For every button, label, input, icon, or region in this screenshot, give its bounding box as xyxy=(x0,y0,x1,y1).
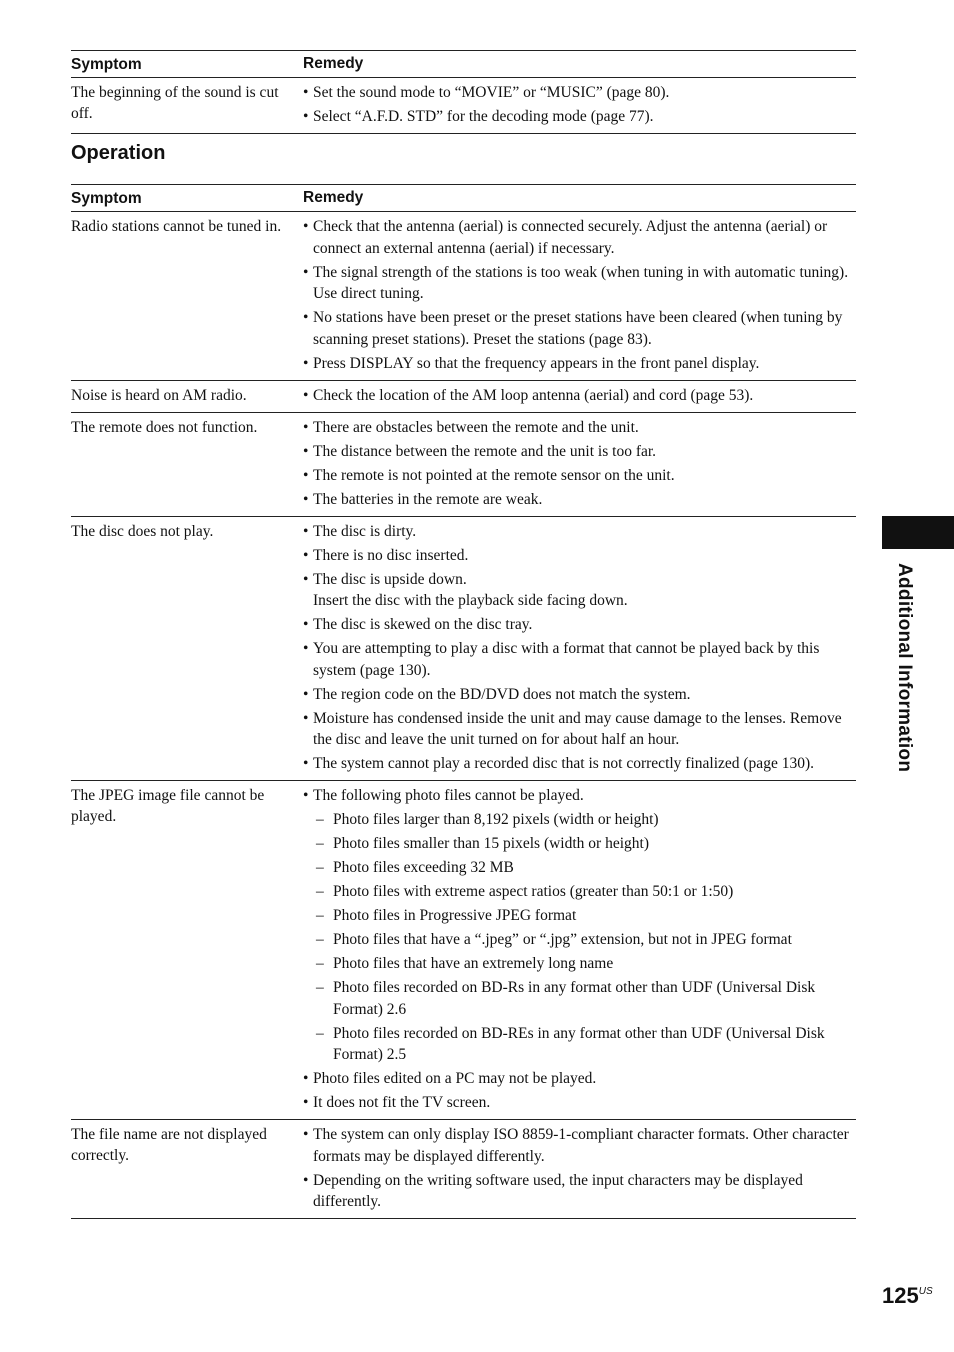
remedy-item: • There are obstacles between the remote and the unit. xyxy=(303,417,856,439)
remedy-item: • It does not fit the TV screen. xyxy=(303,1092,856,1114)
table-row xyxy=(71,1120,856,1219)
table-row xyxy=(71,381,856,413)
remedy-item: • Check that the antenna (aerial) is connected securely. Adjust the antenna (aerial) or connect an external antenna (aerial) if necessary. xyxy=(303,216,856,259)
symptom-cell: The file name are not displayed correctly. xyxy=(71,1126,267,1164)
remedy-item: • The disc is skewed on the disc tray. xyxy=(303,614,856,636)
table-row xyxy=(71,781,856,1120)
symptom-cell: Noise is heard on AM radio. xyxy=(71,386,247,404)
remedy-item: • Select “A.F.D. STD” for the decoding mode (page 77). xyxy=(303,106,856,128)
remedy-item: • Moisture has condensed inside the unit and may cause damage to the lenses. Remove the disc and leave the unit turned on for about half an hour. xyxy=(303,708,856,751)
remedy-cell xyxy=(303,1124,856,1215)
page-number xyxy=(882,1283,933,1309)
remedy-cell xyxy=(303,216,856,377)
remedy-cell xyxy=(303,521,856,778)
remedy-subitem: – Photo files that have a “.jpeg” or “.jpg” extension, but not in JPEG format xyxy=(303,929,856,951)
remedy-subitem: – Photo files in Progressive JPEG format xyxy=(303,905,856,927)
symptom-cell: The disc does not play. xyxy=(71,522,214,540)
remedy-item: • The system can only display ISO 8859-1-compliant character formats. Other character formats may be displayed differently. xyxy=(303,1124,856,1167)
page-number-value: 125 xyxy=(882,1283,919,1308)
remedy-subitem: – Photo files recorded on BD-REs in any format other than UDF (Universal Disk Format) 2.5 xyxy=(303,1023,856,1066)
page-region-suffix: US xyxy=(918,1286,933,1297)
remedy-cell xyxy=(303,417,856,513)
remedy-item: • Depending on the writing software used, the input characters may be displayed differently. xyxy=(303,1170,856,1213)
section-tab-marker xyxy=(882,516,954,549)
remedy-item: • The region code on the BD/DVD does not match the system. xyxy=(303,684,856,706)
symptom-cell: The JPEG image file cannot be played. xyxy=(71,787,265,825)
remedy-subitem: – Photo files that have an extremely long name xyxy=(303,953,856,975)
symptom-cell: The beginning of the sound is cut off. xyxy=(71,84,279,122)
remedy-item: • The signal strength of the stations is too weak (when tuning in with automatic tuning). Use direct tuning. xyxy=(303,262,856,305)
symptom-header: Symptom xyxy=(71,55,142,73)
remedy-header: Remedy xyxy=(303,55,364,73)
table-row xyxy=(71,78,856,134)
remedy-item: • You are attempting to play a disc with a format that cannot be played back by this system (page 130). xyxy=(303,638,856,681)
remedy-cell xyxy=(303,82,856,130)
remedy-item: • No stations have been preset or the preset stations have been cleared (when tuning by scanning preset stations). Preset the stations (page 83). xyxy=(303,307,856,350)
remedy-subitem: – Photo files larger than 8,192 pixels (width or height) xyxy=(303,809,856,831)
table-header xyxy=(71,184,856,212)
remedy-cell xyxy=(303,785,856,1116)
table-row xyxy=(71,413,856,517)
table-header xyxy=(71,50,856,78)
symptom-header: Symptom xyxy=(71,189,142,207)
section-title: Operation xyxy=(71,142,166,164)
troubleshooting-table-sound xyxy=(71,50,856,134)
remedy-item: • There is no disc inserted. xyxy=(303,545,856,567)
remedy-header: Remedy xyxy=(303,189,364,207)
remedy-subitem: – Photo files recorded on BD-Rs in any format other than UDF (Universal Disk Format) 2.6 xyxy=(303,977,856,1020)
remedy-item: • Photo files edited on a PC may not be played. xyxy=(303,1068,856,1090)
remedy-subitem: – Photo files exceeding 32 MB xyxy=(303,857,856,879)
remedy-item: • The remote is not pointed at the remote sensor on the unit. xyxy=(303,465,856,487)
remedy-item: • The distance between the remote and the unit is too far. xyxy=(303,441,856,463)
table-row xyxy=(71,212,856,381)
remedy-item: • The batteries in the remote are weak. xyxy=(303,489,856,511)
remedy-item: • The following photo files cannot be played. xyxy=(303,785,856,807)
section-tab-label: Additional Information xyxy=(894,563,915,773)
remedy-item: • The system cannot play a recorded disc that is not correctly finalized (page 130). xyxy=(303,753,856,775)
remedy-cell xyxy=(303,385,856,409)
symptom-cell: Radio stations cannot be tuned in. xyxy=(71,218,282,235)
remedy-item: • Check the location of the AM loop antenna (aerial) and cord (page 53). xyxy=(303,385,856,407)
remedy-item: • Press DISPLAY so that the frequency appears in the front panel display. xyxy=(303,353,856,375)
table-row xyxy=(71,517,856,782)
remedy-subitem: – Photo files smaller than 15 pixels (width or height) xyxy=(303,833,856,855)
troubleshooting-table-operation xyxy=(71,184,856,1219)
remedy-item: • Set the sound mode to “MOVIE” or “MUSIC” (page 80). xyxy=(303,82,856,104)
remedy-subitem: – Photo files with extreme aspect ratios (greater than 50:1 or 1:50) xyxy=(303,881,856,903)
remedy-item xyxy=(303,569,856,612)
remedy-item: • The disc is dirty. xyxy=(303,521,856,543)
remedy-text: • The disc is upside down. xyxy=(313,570,467,588)
remedy-continuation: Insert the disc with the playback side facing down. xyxy=(313,592,628,609)
symptom-cell: The remote does not function. xyxy=(71,418,258,436)
